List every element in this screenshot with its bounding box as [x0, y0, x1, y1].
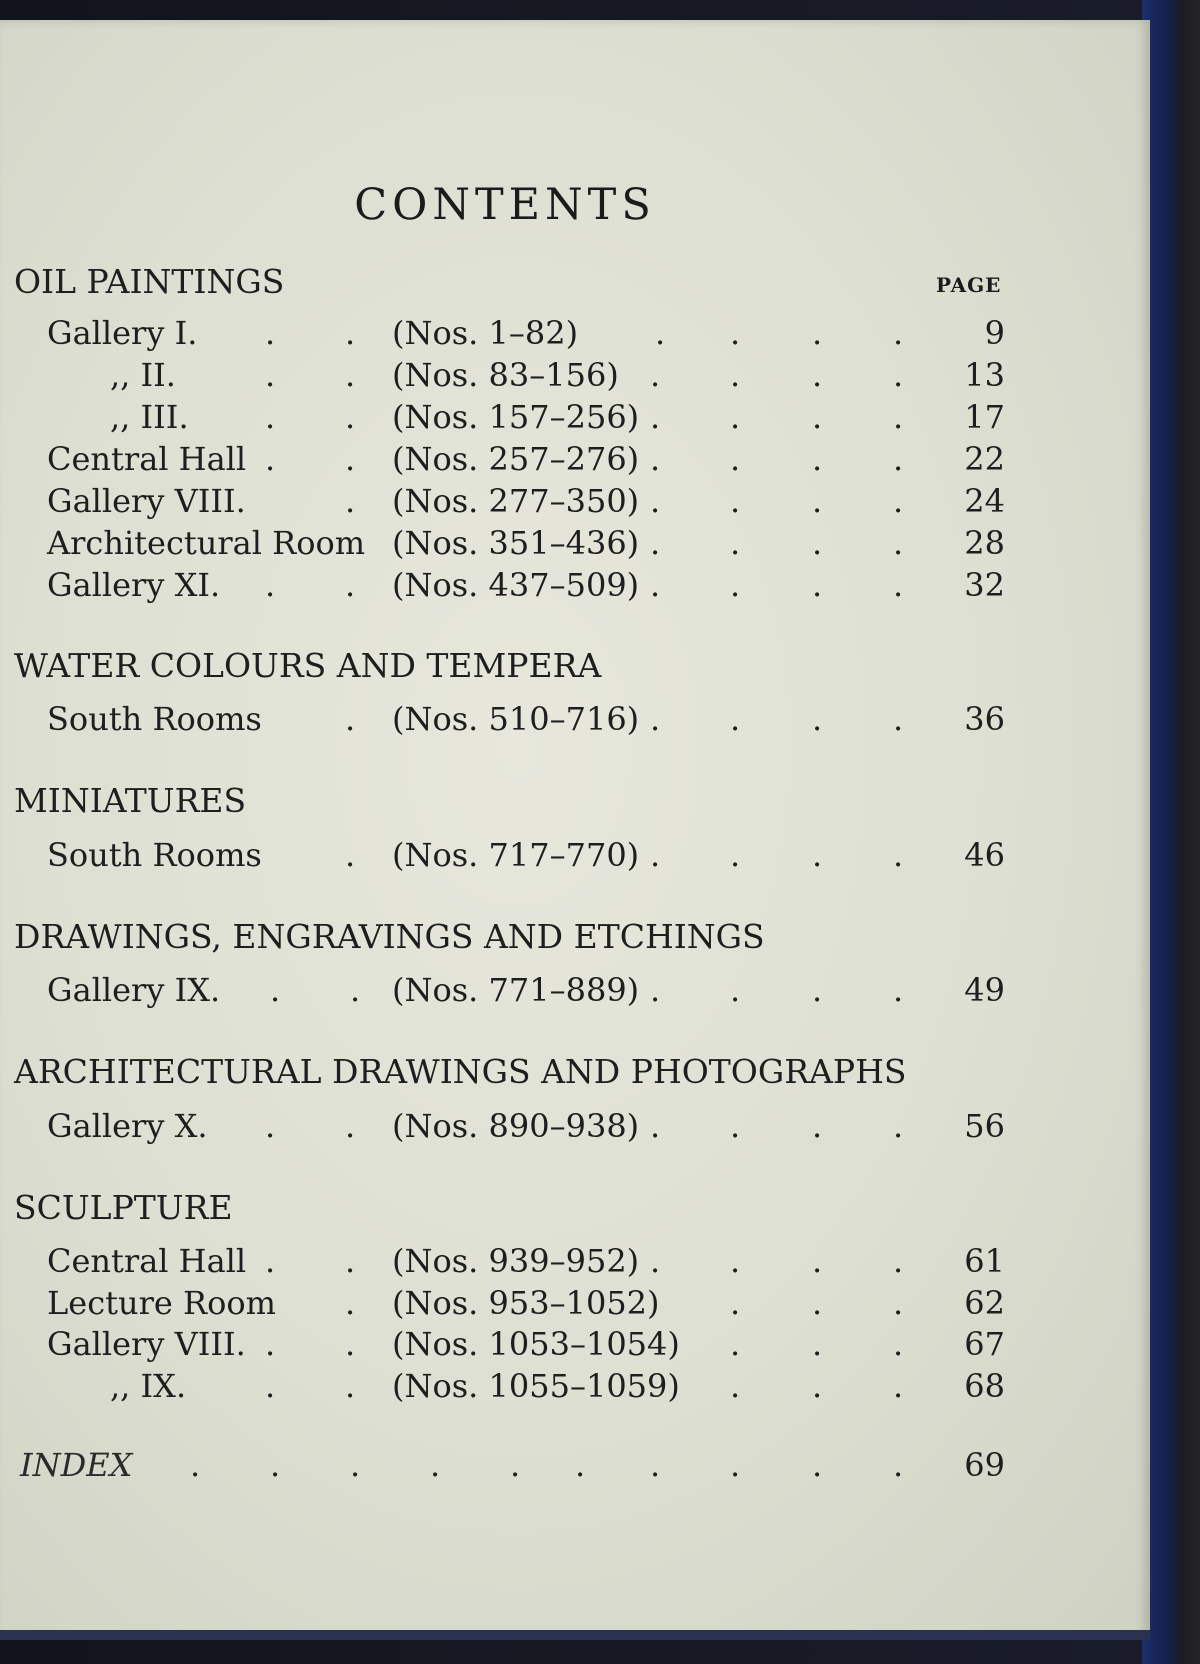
leader-dot: . — [650, 1107, 661, 1145]
toc-entry — [0, 836, 1010, 878]
entry-page: 17 — [964, 398, 1005, 436]
leader-dot: . — [812, 524, 823, 562]
leader-dot: . — [345, 836, 356, 874]
entry-range: (Nos. 510–716) — [392, 700, 640, 738]
leader-dot: . — [575, 1446, 586, 1484]
entry-location: Gallery X. — [47, 1107, 208, 1145]
leader-dot: . — [265, 1107, 276, 1145]
entry-location: Central Hall — [47, 440, 247, 478]
entry-page: 61 — [964, 1242, 1005, 1280]
leader-dot: . — [650, 440, 661, 478]
leader-dot: . — [345, 482, 356, 520]
leader-dot: . — [265, 1325, 276, 1363]
page-column-header: PAGE — [936, 273, 1002, 297]
leader-dot: . — [650, 1446, 661, 1484]
page-bottom-edge — [0, 1630, 1150, 1640]
leader-dot: . — [893, 314, 904, 352]
leader-dot: . — [812, 356, 823, 394]
leader-dot: . — [345, 314, 356, 352]
toc-entry — [0, 524, 1010, 566]
leader-dot: . — [650, 566, 661, 604]
leader-dot: . — [655, 314, 666, 352]
entry-range: (Nos. 1055–1059) — [392, 1367, 680, 1405]
leader-dot: . — [265, 314, 276, 352]
leader-dot: . — [730, 1446, 741, 1484]
entry-page: 68 — [964, 1367, 1005, 1405]
entry-location: South Rooms — [47, 700, 262, 738]
toc-entry — [0, 1242, 1010, 1284]
leader-dot: . — [893, 482, 904, 520]
leader-dot: . — [730, 440, 741, 478]
entry-range: (Nos. 277–350) — [392, 482, 640, 520]
entry-range: (Nos. 83–156) — [392, 356, 619, 394]
entry-page: 13 — [964, 356, 1005, 394]
leader-dot: . — [650, 356, 661, 394]
leader-dot: . — [893, 700, 904, 738]
leader-dot: . — [812, 482, 823, 520]
book-spine — [1142, 0, 1200, 1664]
leader-dot: . — [812, 1284, 823, 1322]
entry-range: (Nos. 939–952) — [392, 1242, 640, 1280]
entry-range: (Nos. 1–82) — [392, 314, 579, 352]
leader-dot: . — [893, 524, 904, 562]
leader-dot: . — [265, 566, 276, 604]
leader-dot: . — [730, 566, 741, 604]
entry-page: 22 — [964, 440, 1005, 478]
leader-dot: . — [345, 440, 356, 478]
leader-dot: . — [265, 440, 276, 478]
leader-dot: . — [345, 398, 356, 436]
leader-dot: . — [730, 836, 741, 874]
leader-dot: . — [345, 1107, 356, 1145]
section-heading-miniatures: MINIATURES — [14, 781, 247, 820]
leader-dot: . — [650, 1242, 661, 1280]
leader-dot: . — [812, 440, 823, 478]
leader-dot: . — [730, 1284, 741, 1322]
entry-range: (Nos. 157–256) — [392, 398, 640, 436]
leader-dot: . — [270, 971, 281, 1009]
leader-dot: . — [730, 482, 741, 520]
toc-entry — [0, 1284, 1010, 1326]
leader-dot: . — [650, 482, 661, 520]
leader-dot: . — [345, 1367, 356, 1405]
entry-location: Gallery VIII. — [47, 482, 246, 520]
entry-location: Gallery XI. — [47, 566, 221, 604]
entry-location: Architectural Room — [47, 524, 366, 562]
page-title: CONTENTS — [354, 180, 656, 230]
entry-location: Central Hall — [47, 1242, 247, 1280]
toc-entry — [0, 398, 1010, 440]
leader-dot: . — [265, 1367, 276, 1405]
leader-dot: . — [893, 398, 904, 436]
entry-location: Gallery IX. — [47, 971, 221, 1009]
leader-dot: . — [650, 971, 661, 1009]
section-heading-sculpture: SCULPTURE — [14, 1188, 233, 1227]
leader-dot: . — [730, 700, 741, 738]
leader-dot: . — [893, 1325, 904, 1363]
leader-dot: . — [893, 971, 904, 1009]
leader-dot: . — [345, 1325, 356, 1363]
entry-range: (Nos. 890–938) — [392, 1107, 640, 1145]
toc-entry — [0, 356, 1010, 398]
entry-location: ,, IX. — [110, 1367, 187, 1405]
entry-page: 46 — [964, 836, 1005, 874]
entry-page: 49 — [964, 971, 1005, 1009]
leader-dot: . — [430, 1446, 441, 1484]
entry-range: (Nos. 351–436) — [392, 524, 640, 562]
leader-dot: . — [812, 1367, 823, 1405]
leader-dot: . — [650, 700, 661, 738]
entry-range: (Nos. 953–1052) — [392, 1284, 660, 1322]
toc-entry — [0, 971, 1010, 1013]
leader-dot: . — [350, 971, 361, 1009]
leader-dot: . — [812, 836, 823, 874]
leader-dot: . — [730, 1325, 741, 1363]
toc-entry — [0, 1107, 1010, 1149]
leader-dot: . — [893, 1446, 904, 1484]
leader-dot: . — [812, 1446, 823, 1484]
leader-dot: . — [812, 1325, 823, 1363]
leader-dot: . — [812, 700, 823, 738]
toc-entry — [0, 1325, 1010, 1367]
entry-page: 67 — [964, 1325, 1005, 1363]
leader-dot: . — [190, 1446, 201, 1484]
leader-dot: . — [510, 1446, 521, 1484]
toc-entry — [0, 700, 1010, 742]
leader-dot: . — [730, 524, 741, 562]
leader-dot: . — [812, 1242, 823, 1280]
index-entry — [0, 1446, 1010, 1488]
leader-dot: . — [345, 356, 356, 394]
leader-dot: . — [345, 566, 356, 604]
leader-dot: . — [893, 1284, 904, 1322]
section-heading-water-colours: WATER COLOURS AND TEMPERA — [14, 646, 602, 685]
leader-dot: . — [650, 398, 661, 436]
leader-dot: . — [730, 314, 741, 352]
toc-entry — [0, 1367, 1010, 1409]
leader-dot: . — [270, 1446, 281, 1484]
entry-range: (Nos. 771–889) — [392, 971, 640, 1009]
index-label: INDEX — [20, 1446, 133, 1484]
entry-page: 24 — [964, 482, 1005, 520]
entry-location: ,, III. — [110, 398, 189, 436]
entry-location: Lecture Room — [47, 1284, 276, 1322]
entry-location: Gallery I. — [47, 314, 198, 352]
entry-range: (Nos. 717–770) — [392, 836, 640, 874]
leader-dot: . — [650, 836, 661, 874]
leader-dot: . — [730, 356, 741, 394]
leader-dot: . — [812, 314, 823, 352]
leader-dot: . — [265, 398, 276, 436]
leader-dot: . — [730, 971, 741, 1009]
index-page: 69 — [964, 1446, 1005, 1484]
leader-dot: . — [893, 440, 904, 478]
leader-dot: . — [893, 566, 904, 604]
leader-dot: . — [812, 971, 823, 1009]
entry-location: Gallery VIII. — [47, 1325, 246, 1363]
entry-range: (Nos. 437–509) — [392, 566, 640, 604]
leader-dot: . — [345, 1284, 356, 1322]
leader-dot: . — [730, 1242, 741, 1280]
entry-location: ,, II. — [110, 356, 176, 394]
leader-dot: . — [893, 1242, 904, 1280]
entry-page: 62 — [964, 1284, 1005, 1322]
toc-entry — [0, 440, 1010, 482]
entry-range: (Nos. 1053–1054) — [392, 1325, 680, 1363]
leader-dot: . — [730, 398, 741, 436]
entry-page: 36 — [964, 700, 1005, 738]
leader-dot: . — [345, 1242, 356, 1280]
leader-dot: . — [730, 1107, 741, 1145]
entry-range: (Nos. 257–276) — [392, 440, 640, 478]
entry-location: South Rooms — [47, 836, 262, 874]
leader-dot: . — [893, 836, 904, 874]
leader-dot: . — [730, 1367, 741, 1405]
toc-entry — [0, 314, 1010, 356]
leader-dot: . — [345, 700, 356, 738]
toc-entry — [0, 566, 1010, 608]
leader-dot: . — [812, 398, 823, 436]
leader-dot: . — [812, 1107, 823, 1145]
leader-dot: . — [350, 1446, 361, 1484]
leader-dot: . — [893, 1367, 904, 1405]
section-heading-architectural-drawings: ARCHITECTURAL DRAWINGS AND PHOTOGRAPHS — [14, 1052, 907, 1091]
leader-dot: . — [893, 1107, 904, 1145]
leader-dot: . — [812, 566, 823, 604]
leader-dot: . — [265, 1242, 276, 1280]
toc-entry — [0, 482, 1010, 524]
leader-dot: . — [893, 356, 904, 394]
leader-dot: . — [650, 524, 661, 562]
section-heading-oil-paintings: OIL PAINTINGS — [14, 262, 285, 301]
section-heading-drawings: DRAWINGS, ENGRAVINGS AND ETCHINGS — [14, 917, 765, 956]
entry-page: 9 — [984, 314, 1005, 352]
leader-dot: . — [265, 356, 276, 394]
entry-page: 56 — [964, 1107, 1005, 1145]
entry-page: 32 — [964, 566, 1005, 604]
entry-page: 28 — [964, 524, 1005, 562]
